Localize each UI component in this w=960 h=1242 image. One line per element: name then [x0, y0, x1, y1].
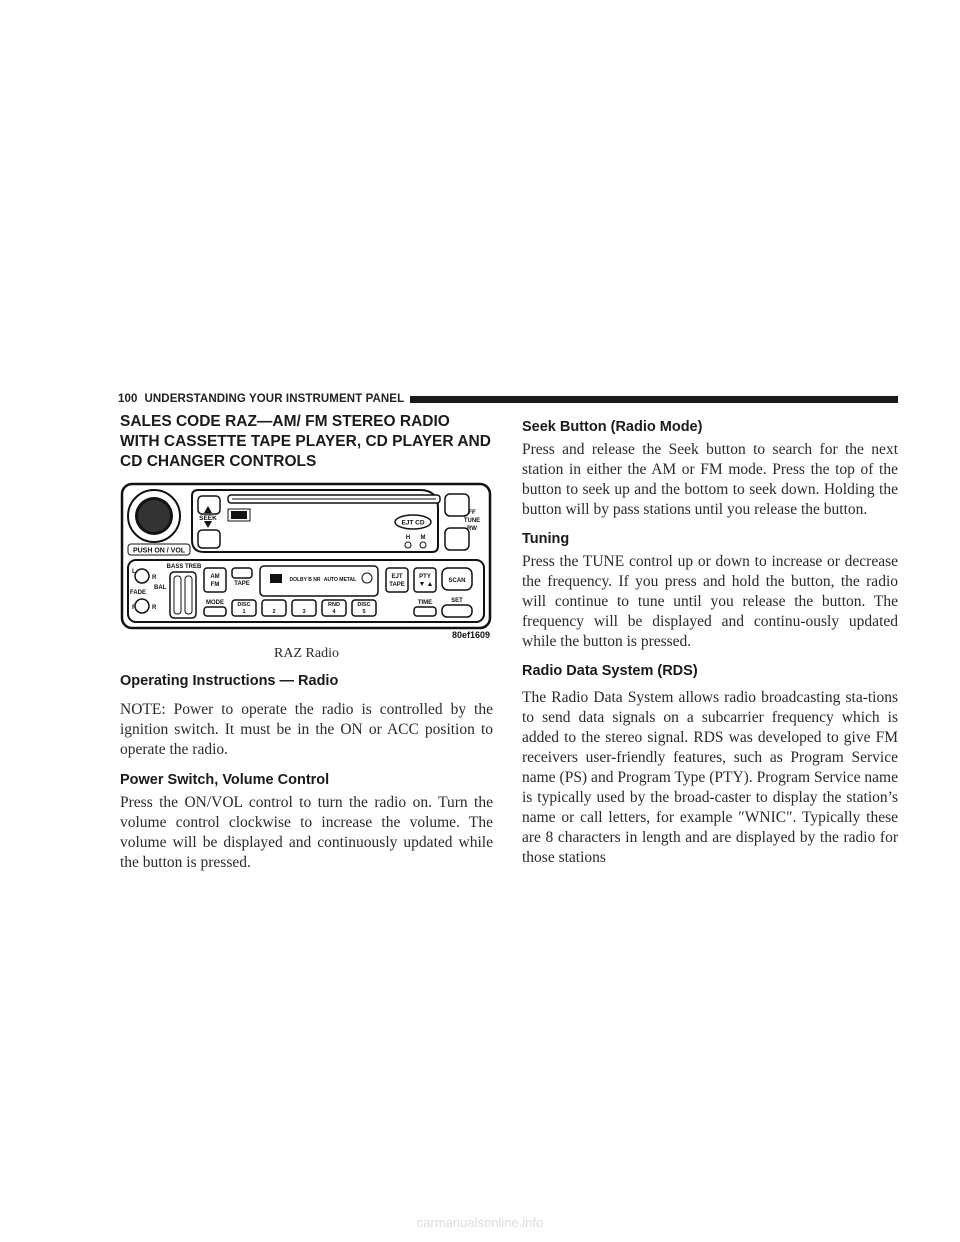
tuning-heading: Tuning	[522, 531, 570, 547]
svg-text:FM: FM	[210, 582, 220, 588]
note-paragraph	[120, 700, 493, 760]
raz-radio-illustration	[120, 482, 493, 642]
svg-text:M: M	[420, 535, 426, 541]
svg-text:H: H	[405, 535, 411, 541]
header-rule	[410, 396, 898, 403]
fade-knob	[135, 599, 149, 613]
svg-text:FF: FF	[468, 510, 476, 516]
watermark: carmanualsonline.info	[416, 1215, 544, 1230]
figure-code: 80ef1609	[451, 630, 490, 640]
svg-text:DOLBY B NR: DOLBY B NR	[289, 577, 321, 583]
section-heading: SALES CODE RAZ—AM/ FM STEREO RADIO WITH CASSETTE TAPE PLAYER, CD PLAYER AND CD CHANGER CONTROLS	[120, 413, 491, 470]
right-column	[522, 418, 898, 868]
section-title: UNDERSTANDING YOUR INSTRUMENT PANEL	[144, 393, 405, 405]
page-header	[118, 392, 898, 406]
rds-text: The Radio Data System allows radio broadcasting sta-tions to send data signals on a subcarrier frequency which is added to the stereo signal. RDS was developed to give FM receivers user-friendly features, such as Program Service name (PS) and Program Type (PTY). Program Service name is typically used by the broad-caster to display the station’s name or call letters, for example ″WNIC″. Typically these are 8 characters in length and are displayed by the radio for those stations	[522, 689, 898, 866]
svg-text:L: L	[132, 569, 136, 575]
note-label: NOTE:	[120, 701, 166, 718]
tuning-text: Press the TUNE control up or down to increase or decrease the frequency. If you press and hold the button, the radio will continue to tune until you release the button. The frequency will be displayed and continu-ously updated while the button is pressed.	[522, 553, 898, 650]
ejt-cd-label: EJT CD	[401, 519, 425, 527]
svg-text:MODE: MODE	[206, 600, 224, 606]
svg-text:SCAN: SCAN	[448, 578, 466, 584]
svg-text:AM: AM	[210, 574, 220, 580]
svg-text:BASS TREB: BASS TREB	[166, 564, 202, 570]
svg-text:5: 5	[362, 609, 366, 615]
seek-button-heading: Seek Button (Radio Mode)	[522, 419, 703, 435]
svg-text:DISC: DISC	[357, 602, 371, 608]
svg-text:R: R	[152, 575, 157, 581]
svg-text:TAPE: TAPE	[234, 581, 250, 587]
radio-figure	[120, 482, 493, 664]
svg-text:TAPE: TAPE	[389, 582, 405, 588]
left-column	[120, 412, 493, 873]
svg-text:1: 1	[242, 609, 246, 615]
svg-text:PTY: PTY	[419, 574, 431, 580]
svg-text:RW: RW	[467, 526, 477, 532]
seek-label: SEEK	[199, 515, 217, 522]
svg-text:TUNE: TUNE	[463, 518, 481, 524]
power-switch-heading: Power Switch, Volume Control	[120, 772, 330, 788]
page-number: 100	[118, 393, 138, 405]
svg-text:TIME: TIME	[417, 600, 433, 606]
svg-text:R: R	[152, 605, 157, 611]
balance-knob	[135, 569, 149, 583]
power-switch-text: Press the ON/VOL control to turn the radio on. Turn the volume control clockwise to increase the volume. The volume will be displayed and continuously updated while the button is pressed.	[120, 794, 493, 871]
rds-heading: Radio Data System (RDS)	[522, 663, 698, 679]
operating-instructions-heading: Operating Instructions — Radio	[120, 673, 339, 689]
svg-text:BAL: BAL	[154, 585, 167, 591]
svg-text:3: 3	[302, 609, 306, 615]
push-on-vol-label: PUSH ON / VOL	[132, 547, 186, 555]
svg-text:SET: SET	[451, 598, 463, 604]
svg-text:EJT: EJT	[391, 574, 403, 580]
svg-text:4: 4	[332, 609, 336, 615]
svg-text:2: 2	[272, 609, 276, 615]
seek-button-text: Press and release the Seek button to search for the next station in either the AM or FM mode. Press the top of the button to seek up and the bottom to seek down. Holding the button will by pass stations until you release the button.	[522, 441, 898, 518]
note-text: Power to operate the radio is controlled by the ignition switch. It must be in the ON or ACC position to operate the radio.	[120, 701, 493, 758]
svg-text:AUTO METAL: AUTO METAL	[323, 577, 357, 583]
svg-text:FADE: FADE	[130, 590, 147, 596]
svg-text:F: F	[132, 605, 136, 611]
svg-text:RND: RND	[328, 602, 340, 608]
svg-text:DISC: DISC	[237, 602, 251, 608]
figure-caption: RAZ Radio	[274, 646, 339, 661]
